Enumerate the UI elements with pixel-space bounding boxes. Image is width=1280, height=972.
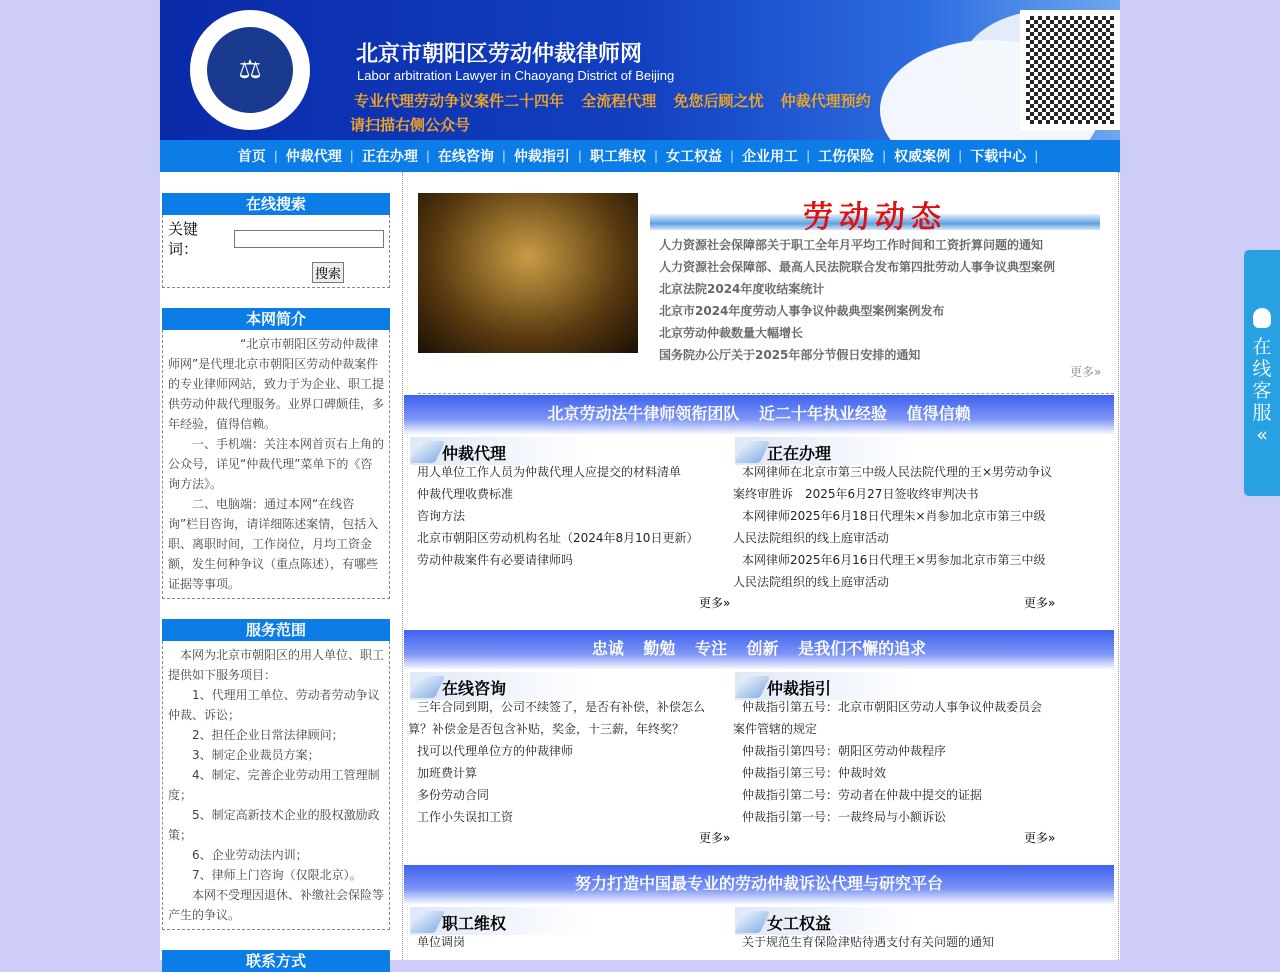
list-item-link[interactable]: 仲裁指引第三号：仲裁时效 — [742, 766, 887, 780]
column-divider — [402, 172, 403, 960]
banner-2: 忠诚 勤勉 专注 创新 是我们不懈的追求 — [404, 630, 1114, 670]
chat-label: 在线客服 — [1252, 336, 1272, 424]
nav-item[interactable]: 女工权益 — [666, 149, 723, 165]
section-more-link[interactable]: 更多» — [1024, 831, 1056, 845]
list-item-link[interactable]: 仲裁指引第二号：劳动者在仲裁中提交的证据 — [742, 788, 983, 802]
banner-1: 北京劳动法牛律师领衔团队 近二十年执业经验 值得信赖 — [404, 395, 1114, 435]
nav-separator: | — [806, 149, 811, 163]
section-list — [733, 696, 1053, 828]
services-box — [162, 641, 390, 930]
slogan-scan: 请扫描右侧公众号 — [350, 116, 471, 134]
site-title: 北京市朝阳区劳动仲裁律师网 — [356, 42, 643, 67]
news-item-link[interactable]: 人力资源社会保障部、最高人民法院联合发布第四批劳动人事争议典型案例 — [659, 260, 1056, 274]
list-item-link[interactable]: 仲裁指引第四号：朝阳区劳动仲裁程序 — [742, 744, 947, 758]
section-list — [408, 931, 728, 953]
list-item-link[interactable]: 找可以代理单位方的仲裁律师 — [417, 744, 574, 758]
intro-title: 本网简介 — [162, 308, 390, 330]
section-more-link[interactable]: 更多» — [1024, 596, 1056, 610]
news-item-link[interactable]: 北京法院2024年度收结案统计 — [659, 282, 825, 296]
keyword-label: 关键词： — [168, 220, 199, 258]
nav-separator: | — [1034, 149, 1039, 163]
list-item-link[interactable]: 仲裁指引第五号：北京市朝阳区劳动人事争议仲裁委员会案件管辖的规定 — [733, 700, 1043, 736]
news-item-link[interactable]: 北京市2024年度劳动人事争议仲裁典型案例案例发布 — [659, 304, 945, 318]
list-item-link[interactable]: 劳动仲裁案件有必要请律师吗 — [417, 553, 574, 567]
list-item-link[interactable]: 北京市朝阳区劳动机构名址（2024年8月10日更新） — [417, 531, 699, 545]
paragraph: 2、担任企业日常法律顾问； — [192, 728, 344, 742]
section-title: 在线咨询 — [442, 679, 507, 698]
list-item-link[interactable]: 关于规范生育保险津贴待遇支付有关问题的通知 — [742, 935, 995, 949]
paragraph: 6、企业劳动法内训； — [192, 848, 308, 862]
list-item-link[interactable]: 单位调岗 — [417, 935, 466, 949]
nav-item[interactable]: 工伤保险 — [818, 149, 875, 165]
paragraph: 本网为北京市朝阳区的用人单位、职工提供如下服务项目： — [168, 648, 385, 682]
site-subtitle: Labor arbitration Lawyer in Chaoyang District of Beijing — [357, 68, 675, 83]
page-container — [160, 0, 1120, 970]
section-title: 仲裁代理 — [442, 444, 507, 463]
search-button[interactable]: 搜索 — [312, 262, 344, 283]
nav-separator: | — [730, 149, 735, 163]
news-heading — [650, 196, 1100, 235]
list-item-link[interactable]: 工作小失误扣工资 — [417, 810, 514, 824]
nav-item[interactable]: 首页 — [237, 149, 266, 165]
column-divider — [1118, 172, 1119, 960]
contact-title: 联系方式 — [162, 950, 390, 972]
news-more-link[interactable]: 更多» — [1070, 365, 1102, 379]
search-box — [162, 215, 390, 288]
qq-icon — [1253, 308, 1271, 328]
list-item-link[interactable]: 仲裁代理收费标准 — [417, 487, 514, 501]
news-list — [659, 234, 1055, 366]
section-title: 职工维权 — [442, 914, 507, 933]
list-item-link[interactable]: 多份劳动合同 — [417, 788, 490, 802]
news-item-link[interactable]: 人力资源社会保障部关于职工全年月平均工作时间和工资折算问题的通知 — [659, 238, 1044, 252]
paragraph: 本网不受理因退休、补缴社会保险等产生的争议。 — [168, 888, 385, 922]
list-item-link[interactable]: 三年合同到期，公司不续签了，是否有补偿，补偿怎么算？补偿金是否包含补贴，奖金，十三薪，年终奖？ — [408, 700, 706, 736]
section-icon — [734, 441, 770, 463]
section-title: 正在办理 — [767, 444, 832, 463]
paragraph: 7、律师上门咨询（仅限北京）。 — [192, 868, 362, 882]
slogan: 专业代理劳动争议案件二十四年 全流程代理 免您后顾之忧 仲裁代理预约 — [354, 92, 871, 110]
nav-item[interactable]: 在线咨询 — [437, 149, 494, 165]
nav-separator: | — [958, 149, 963, 163]
nav-separator: | — [425, 149, 430, 163]
paragraph: 二、电脑端：通过本网“在线咨询”栏目咨询，请详细陈述案情，包括入职、离职时间，工作岗位，月均工资金额，发生何种争议（重点陈述），有哪些证据等事项。 — [168, 497, 379, 591]
divider — [418, 393, 1114, 394]
collapse-arrow-icon[interactable]: « — [1256, 424, 1268, 446]
nav-item[interactable]: 企业用工 — [742, 149, 799, 165]
list-item-link[interactable]: 咨询方法 — [417, 509, 466, 523]
nav-item[interactable]: 下载中心 — [970, 149, 1027, 165]
search-input[interactable] — [234, 230, 384, 248]
paragraph: 4、制定、完善企业劳动用工管理制度； — [168, 768, 380, 802]
news-item-link[interactable]: 国务院办公厅关于2025年部分节假日安排的通知 — [659, 348, 921, 362]
section-icon — [409, 911, 445, 933]
left-sidebar — [162, 193, 390, 972]
header-banner — [160, 0, 1120, 140]
scales-of-justice-image — [418, 193, 638, 353]
list-item-link[interactable]: 仲裁指引第一号：一裁终局与小额诉讼 — [742, 810, 947, 824]
nav-item[interactable]: 仲裁代理 — [285, 149, 342, 165]
section-more-link[interactable]: 更多» — [699, 831, 731, 845]
main-nav — [160, 140, 1120, 172]
section-icon — [734, 911, 770, 933]
nav-separator: | — [882, 149, 887, 163]
paragraph: 1、代理用工单位、劳动者劳动争议仲裁、诉讼； — [168, 688, 380, 722]
section-icon — [409, 676, 445, 698]
online-service-button[interactable] — [1244, 250, 1280, 496]
list-item-link[interactable]: 本网律师在北京市第三中级人民法院代理的王×男劳动争议案终审胜诉 2025年6月27日签收终审判决书 — [733, 465, 1053, 501]
list-item-link[interactable]: 加班费计算 — [417, 766, 478, 780]
chinese-lawyer-logo: ⚖ — [190, 10, 310, 130]
section-title: 女工权益 — [767, 914, 832, 933]
intro-box — [162, 330, 390, 599]
section-icon — [409, 441, 445, 463]
nav-separator: | — [349, 149, 354, 163]
paragraph: 5、制定高新技术企业的股权激励政策； — [168, 808, 380, 842]
paragraph: “北京市朝阳区劳动仲裁律师网”是代理北京市朝阳区劳动仲裁案件的专业律师网站，致力于为企业、职工提供劳动仲裁代理服务。业界口碑颇佳，多年经验，值得信赖。 — [168, 337, 385, 431]
list-item-link[interactable]: 本网律师2025年6月18日代理朱×肖参加北京市第三中级人民法院组织的线上庭审活动 — [733, 509, 1046, 545]
search-title: 在线搜索 — [162, 193, 390, 215]
banner-3: 努力打造中国最专业的劳动仲裁诉讼代理与研究平台 — [404, 865, 1114, 905]
section-list — [408, 461, 728, 571]
list-item-link[interactable]: 本网律师2025年6月16日代理王×男参加北京市第三中级人民法院组织的线上庭审活动 — [733, 553, 1046, 589]
section-list — [733, 461, 1053, 593]
services-title: 服务范围 — [162, 619, 390, 641]
section-list — [733, 931, 1053, 953]
section-icon — [734, 676, 770, 698]
section-title: 仲裁指引 — [767, 679, 832, 698]
news-item-link[interactable]: 北京劳动仲裁数量大幅增长 — [659, 326, 804, 340]
section-list — [408, 696, 728, 828]
section-more-link[interactable]: 更多» — [699, 596, 731, 610]
nav-item[interactable]: 权威案例 — [894, 149, 951, 165]
paragraph: 3、制定企业裁员方案； — [192, 748, 320, 762]
paragraph: 一、手机端：关注本网首页右上角的公众号，详见“仲裁代理”菜单下的《咨询方法》。 — [168, 437, 385, 491]
nav-separator: | — [653, 149, 659, 163]
nav-separator: | — [273, 149, 278, 163]
nav-separator: | — [577, 149, 582, 163]
nav-item[interactable]: 职工维权 — [589, 149, 646, 165]
qr-code-image — [1020, 10, 1120, 130]
nav-separator: | — [501, 149, 506, 163]
news-title: 劳动动态 — [803, 200, 947, 235]
nav-item[interactable]: 正在办理 — [361, 149, 418, 165]
nav-item[interactable]: 仲裁指引 — [513, 149, 570, 165]
list-item-link[interactable]: 用人单位工作人员为仲裁代理人应提交的材料清单 — [417, 465, 682, 479]
